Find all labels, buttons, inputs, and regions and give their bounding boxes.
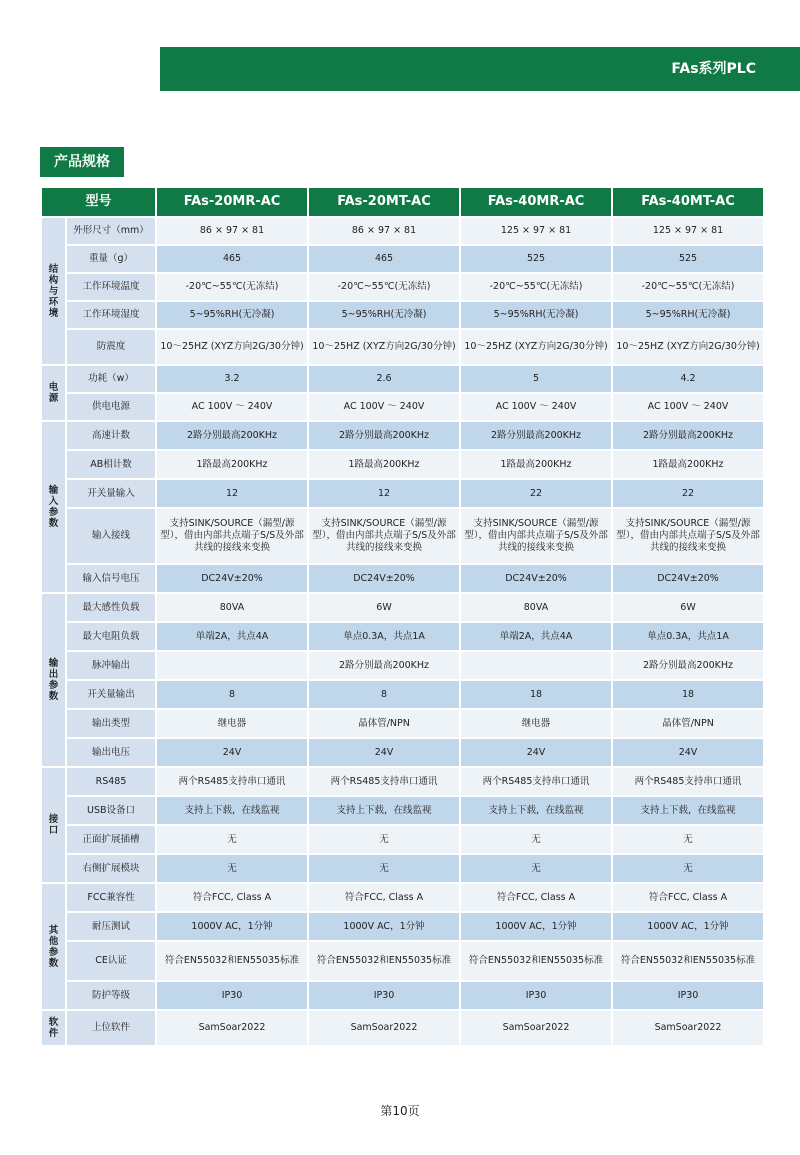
spec-cell: 符合FCC, Class A bbox=[156, 883, 308, 912]
row-label: 最大感性负载 bbox=[66, 593, 156, 622]
group-label-text: 接口 bbox=[48, 814, 59, 836]
row-label: 输入信号电压 bbox=[66, 564, 156, 593]
table-row bbox=[41, 245, 764, 273]
spec-cell: 1路最高200KHz bbox=[308, 450, 460, 479]
header-cell: FAs-20MT-AC bbox=[308, 187, 460, 217]
row-label: 输入接线 bbox=[66, 508, 156, 564]
spec-cell: 无 bbox=[156, 854, 308, 883]
spec-cell: 1路最高200KHz bbox=[612, 450, 764, 479]
spec-cell: 125 × 97 × 81 bbox=[612, 217, 764, 245]
spec-cell: AC 100V ～ 240V bbox=[612, 393, 764, 421]
spec-cell: 24V bbox=[612, 738, 764, 767]
table-row bbox=[41, 941, 764, 981]
spec-cell: DC24V±20% bbox=[460, 564, 612, 593]
group-label-text: 其他参数 bbox=[48, 924, 59, 969]
spec-cell: 6W bbox=[612, 593, 764, 622]
row-label: 最大电阻负载 bbox=[66, 622, 156, 651]
spec-cell: 单点0.3A，共点1A bbox=[612, 622, 764, 651]
spec-cell: 86 × 97 × 81 bbox=[308, 217, 460, 245]
row-label: 输出类型 bbox=[66, 709, 156, 738]
spec-cell: 10～25HZ (XYZ方向2G/30分钟) bbox=[460, 329, 612, 365]
table-row bbox=[41, 854, 764, 883]
header-cell: FAs-40MR-AC bbox=[460, 187, 612, 217]
spec-cell: SamSoar2022 bbox=[308, 1010, 460, 1046]
table-row bbox=[41, 709, 764, 738]
table-row bbox=[41, 564, 764, 593]
spec-cell: 单点0.3A，共点1A bbox=[308, 622, 460, 651]
table-row bbox=[41, 365, 764, 393]
spec-cell: 2路分别最高200KHz bbox=[612, 651, 764, 680]
spec-cell: 5 bbox=[460, 365, 612, 393]
spec-cell: 24V bbox=[308, 738, 460, 767]
spec-cell: IP30 bbox=[156, 981, 308, 1010]
row-label: 供电电源 bbox=[66, 393, 156, 421]
spec-cell: 支持SINK/SOURCE（漏型/源型），借由内部共点端子S/S及外部共线的接线来变换 bbox=[612, 508, 764, 564]
row-label: 外形尺寸（mm） bbox=[66, 217, 156, 245]
group-label-text: 软件 bbox=[48, 1017, 59, 1039]
group-label-text: 输入参数 bbox=[48, 485, 59, 529]
group-label-text: 结构与环境 bbox=[48, 263, 59, 319]
spec-cell: 5~95%RH(无冷凝) bbox=[308, 301, 460, 329]
spec-cell: 2.6 bbox=[308, 365, 460, 393]
spec-cell: 3.2 bbox=[156, 365, 308, 393]
spec-cell: 24V bbox=[460, 738, 612, 767]
spec-cell: 525 bbox=[460, 245, 612, 273]
spec-cell: 两个RS485支持串口通讯 bbox=[612, 767, 764, 796]
group-label bbox=[41, 217, 66, 365]
table-row bbox=[41, 450, 764, 479]
spec-cell: 8 bbox=[156, 680, 308, 709]
spec-cell: 24V bbox=[156, 738, 308, 767]
spec-cell: 无 bbox=[460, 854, 612, 883]
spec-cell: 80VA bbox=[460, 593, 612, 622]
row-label: 开关量输出 bbox=[66, 680, 156, 709]
spec-cell: 继电器 bbox=[460, 709, 612, 738]
spec-cell: AC 100V ～ 240V bbox=[308, 393, 460, 421]
table-row bbox=[41, 912, 764, 941]
spec-cell: -20℃~55℃(无冻结) bbox=[612, 273, 764, 301]
row-label: 防震度 bbox=[66, 329, 156, 365]
spec-cell bbox=[156, 651, 308, 680]
header-bar bbox=[160, 47, 800, 91]
spec-cell: 无 bbox=[308, 825, 460, 854]
spec-cell: 22 bbox=[612, 479, 764, 508]
spec-cell: 1000V AC，1分钟 bbox=[156, 912, 308, 941]
row-label: 工作环境温度 bbox=[66, 273, 156, 301]
spec-cell: 无 bbox=[612, 854, 764, 883]
group-label bbox=[41, 767, 66, 883]
row-label: 重量（g） bbox=[66, 245, 156, 273]
row-label: 右侧扩展模块 bbox=[66, 854, 156, 883]
table-row bbox=[41, 1010, 764, 1046]
table-row bbox=[41, 981, 764, 1010]
row-label: 耐压测试 bbox=[66, 912, 156, 941]
spec-cell: 5~95%RH(无冷凝) bbox=[156, 301, 308, 329]
page-number: 第10页 bbox=[380, 1104, 420, 1118]
spec-cell: DC24V±20% bbox=[156, 564, 308, 593]
header-cell: FAs-20MR-AC bbox=[156, 187, 308, 217]
table-row bbox=[41, 301, 764, 329]
spec-cell: SamSoar2022 bbox=[612, 1010, 764, 1046]
spec-cell: IP30 bbox=[460, 981, 612, 1010]
spec-cell: 两个RS485支持串口通讯 bbox=[308, 767, 460, 796]
row-label: 工作环境湿度 bbox=[66, 301, 156, 329]
spec-cell: 18 bbox=[460, 680, 612, 709]
row-label: 正面扩展插槽 bbox=[66, 825, 156, 854]
spec-cell: 80VA bbox=[156, 593, 308, 622]
spec-cell: 2路分别最高200KHz bbox=[308, 421, 460, 450]
spec-cell: 两个RS485支持串口通讯 bbox=[460, 767, 612, 796]
spec-cell: SamSoar2022 bbox=[460, 1010, 612, 1046]
spec-cell: 符合FCC, Class A bbox=[308, 883, 460, 912]
header-cell: 型号 bbox=[41, 187, 156, 217]
group-label-text: 电源 bbox=[48, 382, 59, 404]
spec-cell: 无 bbox=[156, 825, 308, 854]
spec-cell: DC24V±20% bbox=[612, 564, 764, 593]
table-row bbox=[41, 508, 764, 564]
table-row bbox=[41, 622, 764, 651]
row-label: 防护等级 bbox=[66, 981, 156, 1010]
spec-cell: 1路最高200KHz bbox=[156, 450, 308, 479]
spec-cell: 无 bbox=[612, 825, 764, 854]
header-title: FAs系列PLC bbox=[671, 61, 756, 77]
spec-cell: 18 bbox=[612, 680, 764, 709]
group-label bbox=[41, 1010, 66, 1046]
spec-cell: 8 bbox=[308, 680, 460, 709]
table-row bbox=[41, 273, 764, 301]
row-label: 输出电压 bbox=[66, 738, 156, 767]
spec-cell: 符合EN55032和EN55035标准 bbox=[156, 941, 308, 981]
spec-cell: 22 bbox=[460, 479, 612, 508]
spec-cell: 6W bbox=[308, 593, 460, 622]
spec-cell: 支持上下载，在线监视 bbox=[156, 796, 308, 825]
group-label bbox=[41, 883, 66, 1010]
spec-cell: 5~95%RH(无冷凝) bbox=[612, 301, 764, 329]
spec-cell: IP30 bbox=[612, 981, 764, 1010]
spec-cell: 1路最高200KHz bbox=[460, 450, 612, 479]
row-label: 开关量输入 bbox=[66, 479, 156, 508]
spec-cell: DC24V±20% bbox=[308, 564, 460, 593]
group-label bbox=[41, 593, 66, 767]
row-label: 功耗（w） bbox=[66, 365, 156, 393]
spec-cell: 10～25HZ (XYZ方向2G/30分钟) bbox=[156, 329, 308, 365]
table-row bbox=[41, 680, 764, 709]
spec-cell: 无 bbox=[460, 825, 612, 854]
table-row bbox=[41, 883, 764, 912]
spec-cell: 12 bbox=[308, 479, 460, 508]
spec-cell: 5~95%RH(无冷凝) bbox=[460, 301, 612, 329]
spec-cell: 符合FCC, Class A bbox=[460, 883, 612, 912]
group-label-text: 输出参数 bbox=[48, 658, 59, 702]
spec-cell: 465 bbox=[156, 245, 308, 273]
table-header-row bbox=[41, 187, 764, 217]
spec-cell bbox=[460, 651, 612, 680]
spec-cell: -20℃~55℃(无冻结) bbox=[156, 273, 308, 301]
spec-cell: 86 × 97 × 81 bbox=[156, 217, 308, 245]
spec-cell: 支持上下载，在线监视 bbox=[460, 796, 612, 825]
spec-cell: 支持SINK/SOURCE（漏型/源型），借由内部共点端子S/S及外部共线的接线来变换 bbox=[308, 508, 460, 564]
spec-cell: 支持SINK/SOURCE（漏型/源型），借由内部共点端子S/S及外部共线的接线来变换 bbox=[460, 508, 612, 564]
spec-cell: 12 bbox=[156, 479, 308, 508]
spec-cell: 支持上下载，在线监视 bbox=[308, 796, 460, 825]
table-row bbox=[41, 738, 764, 767]
spec-cell: 符合EN55032和EN55035标准 bbox=[308, 941, 460, 981]
spec-cell: 支持上下载，在线监视 bbox=[612, 796, 764, 825]
group-label bbox=[41, 365, 66, 421]
spec-cell: 2路分别最高200KHz bbox=[308, 651, 460, 680]
row-label: FCC兼容性 bbox=[66, 883, 156, 912]
spec-cell: 继电器 bbox=[156, 709, 308, 738]
group-label bbox=[41, 421, 66, 593]
table-row bbox=[41, 393, 764, 421]
spec-cell: 晶体管/NPN bbox=[308, 709, 460, 738]
spec-cell: -20℃~55℃(无冻结) bbox=[308, 273, 460, 301]
row-label: RS485 bbox=[66, 767, 156, 796]
spec-cell: 10～25HZ (XYZ方向2G/30分钟) bbox=[308, 329, 460, 365]
table-row bbox=[41, 651, 764, 680]
spec-cell: 单端2A，共点4A bbox=[460, 622, 612, 651]
table-row bbox=[41, 479, 764, 508]
spec-cell: SamSoar2022 bbox=[156, 1010, 308, 1046]
row-label: 高速计数 bbox=[66, 421, 156, 450]
table-row bbox=[41, 593, 764, 622]
row-label: USB设备口 bbox=[66, 796, 156, 825]
spec-cell: 单端2A，共点4A bbox=[156, 622, 308, 651]
header-cell: FAs-40MT-AC bbox=[612, 187, 764, 217]
spec-cell: 525 bbox=[612, 245, 764, 273]
spec-table bbox=[40, 186, 765, 1047]
spec-cell: AC 100V ～ 240V bbox=[460, 393, 612, 421]
table-row bbox=[41, 767, 764, 796]
spec-cell: 符合EN55032和EN55035标准 bbox=[612, 941, 764, 981]
spec-cell: 10～25HZ (XYZ方向2G/30分钟) bbox=[612, 329, 764, 365]
spec-cell: 两个RS485支持串口通讯 bbox=[156, 767, 308, 796]
table-row bbox=[41, 825, 764, 854]
spec-cell: 4.2 bbox=[612, 365, 764, 393]
table-row bbox=[41, 421, 764, 450]
spec-cell: 1000V AC，1分钟 bbox=[460, 912, 612, 941]
row-label: AB相计数 bbox=[66, 450, 156, 479]
spec-cell: 2路分别最高200KHz bbox=[460, 421, 612, 450]
table-body bbox=[41, 217, 764, 1046]
spec-cell: 符合FCC, Class A bbox=[612, 883, 764, 912]
spec-cell: 465 bbox=[308, 245, 460, 273]
row-label: CE认证 bbox=[66, 941, 156, 981]
section-title: 产品规格 bbox=[40, 147, 124, 177]
table-row bbox=[41, 217, 764, 245]
spec-cell: 1000V AC，1分钟 bbox=[308, 912, 460, 941]
row-label: 上位软件 bbox=[66, 1010, 156, 1046]
spec-cell: 1000V AC，1分钟 bbox=[612, 912, 764, 941]
spec-cell: AC 100V ～ 240V bbox=[156, 393, 308, 421]
spec-cell: -20℃~55℃(无冻结) bbox=[460, 273, 612, 301]
spec-cell: 125 × 97 × 81 bbox=[460, 217, 612, 245]
spec-cell: 晶体管/NPN bbox=[612, 709, 764, 738]
spec-cell: IP30 bbox=[308, 981, 460, 1010]
spec-cell: 符合EN55032和EN55035标准 bbox=[460, 941, 612, 981]
spec-cell: 2路分别最高200KHz bbox=[156, 421, 308, 450]
spec-cell: 支持SINK/SOURCE（漏型/源型），借由内部共点端子S/S及外部共线的接线来变换 bbox=[156, 508, 308, 564]
row-label: 脉冲输出 bbox=[66, 651, 156, 680]
table-row bbox=[41, 329, 764, 365]
table-row bbox=[41, 796, 764, 825]
spec-cell: 无 bbox=[308, 854, 460, 883]
spec-cell: 2路分别最高200KHz bbox=[612, 421, 764, 450]
